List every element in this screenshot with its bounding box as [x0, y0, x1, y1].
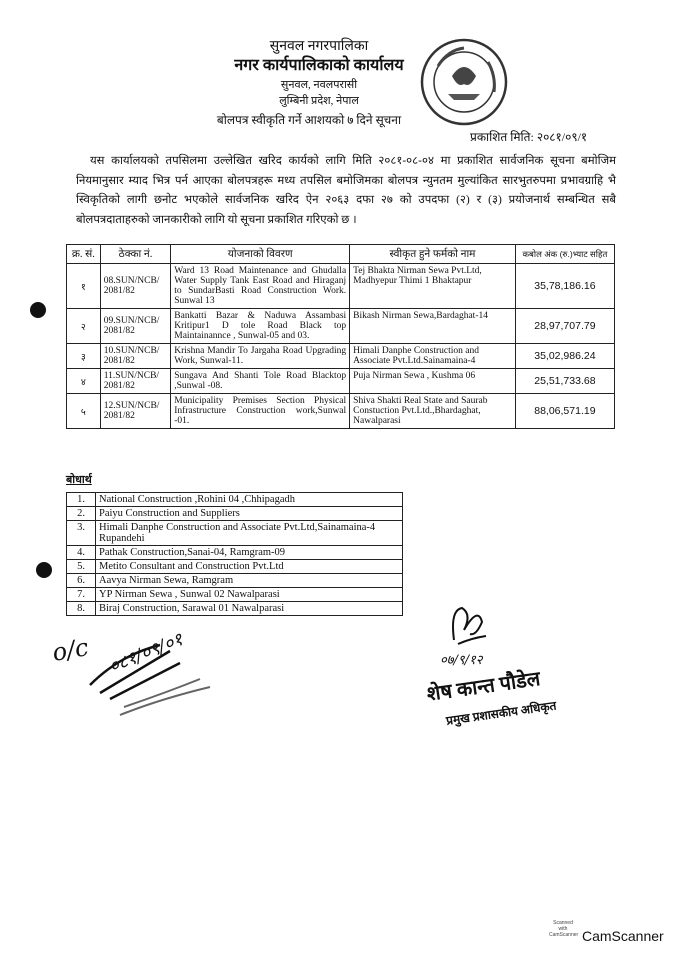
- cc-name: Aavya Nirman Sewa, Ramgram: [96, 574, 403, 588]
- right-signature: [432, 600, 522, 670]
- published-date: प्रकाशित मिति: २०८१/०९/१: [470, 130, 588, 144]
- notice-title: बोलपत्र स्वीकृति गर्ने आशयको ७ दिने सूचना: [216, 113, 402, 127]
- left-signature-note: o/c: [50, 633, 91, 667]
- amount-cell: 35,02,986.24: [515, 344, 614, 369]
- amount-cell: 88,06,571.19: [515, 394, 614, 429]
- contract-cell: 11.SUN/NCB/ 2081/82: [100, 369, 171, 394]
- table-header-row: [67, 245, 615, 264]
- cc-number: 1.: [67, 493, 96, 507]
- project-cell: Sungava And Shanti Tole Road Blacktop ,Sunwal -08.: [171, 369, 350, 394]
- province-name: लुम्बिनी प्रदेश, नेपाल: [279, 95, 359, 107]
- cc-number: 7.: [67, 588, 96, 602]
- serial-cell: ३: [67, 344, 101, 369]
- office-address: सुनवल, नवलपरासी: [280, 79, 358, 91]
- left-signature-stamp: [50, 615, 230, 725]
- serial-cell: १: [67, 264, 101, 309]
- header-amount: कबोल अंक (रु.)भ्याट सहित: [515, 245, 614, 264]
- punch-hole-marker: [36, 562, 52, 578]
- table-row: [67, 309, 615, 344]
- cc-name: YP Nirman Sewa , Sunwal 02 Nawalparasi: [96, 588, 403, 602]
- company-cell: Shiva Shakti Real State and Saurab Constuction Pvt.Ltd.,Bhardaghat, Nawalparasi: [350, 394, 516, 429]
- cc-number: 2.: [67, 507, 96, 521]
- cc-title: बोधार्थ: [66, 474, 92, 486]
- officer-name-stamp: शेष कान्त पौडेल: [425, 668, 542, 706]
- awarded-contracts-table: [66, 244, 615, 429]
- cc-list-table: [66, 492, 403, 616]
- amount-cell: 35,78,186.16: [515, 264, 614, 309]
- officer-title-stamp: प्रमुख प्रशासकीय अधिकृत: [445, 698, 558, 728]
- project-cell: Krishna Mandir To Jargaha Road Upgrading Work, Sunwal-11.: [171, 344, 350, 369]
- list-item: [67, 574, 403, 588]
- project-cell: Ward 13 Road Maintenance and Ghudalla Water Supply Tank East Road and Hiraganj to SundarBasti Road Construction Work. Sunwal 13: [171, 264, 350, 309]
- cc-number: 4.: [67, 546, 96, 560]
- company-cell: Bikash Nirman Sewa,Bardaghat-14: [350, 309, 516, 344]
- contract-cell: 08.SUN/NCB/ 2081/82: [100, 264, 171, 309]
- contract-cell: 12.SUN/NCB/ 2081/82: [100, 394, 171, 429]
- company-cell: Puja Nirman Sewa , Kushma 06: [350, 369, 516, 394]
- intro-paragraph: यस कार्यालयको तपसिलमा उल्लेखित खरिद कार्यको लागि मिति २०८१-०८-०४ मा प्रकाशित सार्वजनिक सूचना बमोजिम नियमानुसार म्याद भित्र पर्न आएका बोलपत्रहरू मध्य तपसिल बमोजिमका बोलपत्र न्युनतम मुल्यांकित सारभुतरुपमा प्रभावग्राहि भै स्विकृतिको लागी छनोट भएकोले सार्वजनिक खरिद ऐन २०६३ दफा २७ को उपदफा (२) र (३) प्रयोजनार्थ सम्बन्धित सबै बोलपत्रदाताहरुको जानकारीको लागि यो सूचना प्रकाशित गरिएको छ ।: [76, 155, 616, 226]
- cc-number: 8.: [67, 602, 96, 616]
- cc-name: Biraj Construction, Sarawal 01 Nawalparasi: [96, 602, 403, 616]
- punch-hole-marker: [30, 302, 46, 318]
- header-project: योजनाको विवरण: [171, 245, 350, 264]
- municipality-name: सुनवल नगरपालिका: [269, 39, 369, 54]
- table-row: [67, 394, 615, 429]
- company-cell: Himali Danphe Construction and Associate Pvt.Ltd.Sainamaina-4: [350, 344, 516, 369]
- serial-cell: ४: [67, 369, 101, 394]
- contract-cell: 09.SUN/NCB/ 2081/82: [100, 309, 171, 344]
- cc-name: Pathak Construction,Sanai-04, Ramgram-09: [96, 546, 403, 560]
- list-item: [67, 507, 403, 521]
- office-name: नगर कार्यपालिकाको कार्यालय: [234, 57, 404, 74]
- header-serial: क्र. सं.: [67, 245, 101, 264]
- table-row: [67, 344, 615, 369]
- table-row: [67, 264, 615, 309]
- cc-number: 3.: [67, 521, 96, 546]
- cc-name: Metito Consultant and Construction Pvt.Ltd: [96, 560, 403, 574]
- list-item: [67, 521, 403, 546]
- left-signature-date: ०८१/०९/०१: [106, 629, 186, 678]
- cc-number: 5.: [67, 560, 96, 574]
- header-contract-no: ठेक्का नं.: [100, 245, 171, 264]
- camscanner-watermark: CamScanner: [582, 928, 664, 944]
- list-item: [67, 588, 403, 602]
- serial-cell: ५: [67, 394, 101, 429]
- table-row: [67, 369, 615, 394]
- cc-name: Himali Danphe Construction and Associate Pvt.Ltd,Sainamaina-4 Rupandehi: [96, 521, 403, 546]
- company-cell: Tej Bhakta Nirman Sewa Pvt.Ltd, Madhyepur Thimi 1 Bhaktapur: [350, 264, 516, 309]
- project-cell: Municipality Premises Section Physical Infrastructure Construction work,Sunwal -01.: [171, 394, 350, 429]
- list-item: [67, 560, 403, 574]
- list-item: [67, 493, 403, 507]
- serial-cell: २: [67, 309, 101, 344]
- amount-cell: 28,97,707.79: [515, 309, 614, 344]
- header-company: स्वीकृत हुने फर्मको नाम: [350, 245, 516, 264]
- right-signature-date: ०७/९/१२: [440, 653, 483, 668]
- contract-cell: 10.SUN/NCB/ 2081/82: [100, 344, 171, 369]
- amount-cell: 25,51,733.68: [515, 369, 614, 394]
- cc-name: National Construction ,Rohini 04 ,Chhipagadh: [96, 493, 403, 507]
- list-item: [67, 602, 403, 616]
- cc-name: Paiyu Construction and Suppliers: [96, 507, 403, 521]
- cc-number: 6.: [67, 574, 96, 588]
- list-item: [67, 546, 403, 560]
- camscanner-logo: Scanned with CamScanner: [549, 920, 579, 938]
- project-cell: Bankatti Bazar & Naduwa Assambasi Kritipur1 D tole Road Black top Maintainannce , Sunwal-05 and 03.: [171, 309, 350, 344]
